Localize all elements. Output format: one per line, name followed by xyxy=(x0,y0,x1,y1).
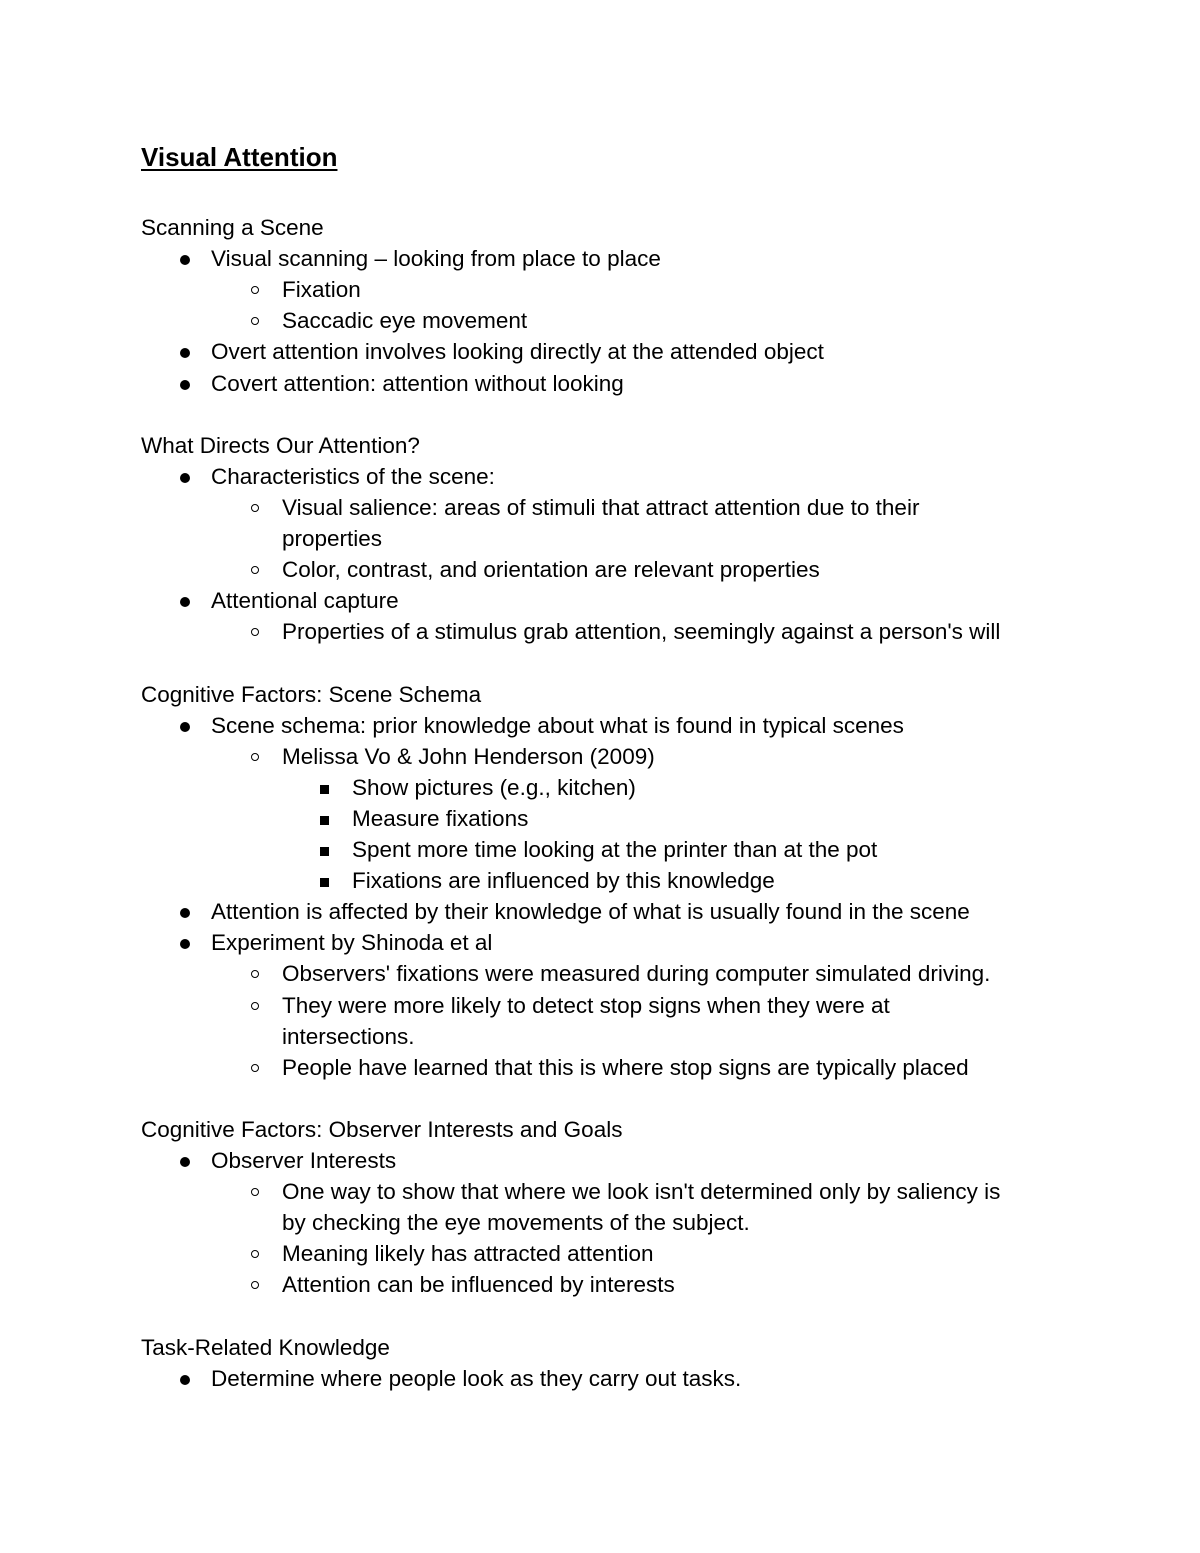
list-item-text: Visual salience: areas of stimuli that attract attention due to their xyxy=(282,494,920,520)
bullet-circle-icon xyxy=(246,1052,270,1083)
bullet-circle-icon xyxy=(246,1238,270,1269)
bullet-circle-icon xyxy=(246,492,270,523)
section-heading: What Directs Our Attention? xyxy=(141,432,420,458)
bullet-disc-icon xyxy=(176,927,200,958)
bullet-circle-icon xyxy=(246,305,270,336)
bullet-circle-icon xyxy=(246,274,270,305)
bullet-disc-icon xyxy=(176,1363,200,1394)
bullet-disc-icon xyxy=(176,461,200,492)
list-item-text: Determine where people look as they carry out tasks. xyxy=(211,1365,742,1391)
list-item-text: Attentional capture xyxy=(211,588,399,614)
list-item-text: Fixations are influenced by this knowledge xyxy=(352,868,775,894)
list-item-text: Observers' fixations were measured during computer simulated driving. xyxy=(282,961,991,987)
bullet-circle-icon xyxy=(246,616,270,647)
bullet-circle-icon xyxy=(246,958,270,989)
section-heading: Cognitive Factors: Scene Schema xyxy=(141,681,482,707)
section-heading: Task-Related Knowledge xyxy=(141,1334,390,1360)
list-item-text: Spent more time looking at the printer than at the pot xyxy=(352,837,878,862)
bullet-square-icon xyxy=(316,803,340,834)
list-item-text: Visual scanning – looking from place to place xyxy=(211,246,661,272)
list-item-text: Experiment by Shinoda et al xyxy=(211,930,493,956)
list-item-text: Melissa Vo & John Henderson (2009) xyxy=(282,743,655,769)
list-item-text: Covert attention: attention without looking xyxy=(211,370,624,396)
list-item-text: Characteristics of the scene: xyxy=(211,463,495,489)
list-item-text: Show pictures (e.g., kitchen) xyxy=(352,774,636,800)
list-item-text: Overt attention involves looking directly at the attended object xyxy=(211,339,824,365)
list-item-text: Meaning likely has attracted attention xyxy=(282,1241,654,1267)
list-item-text: People have learned that this is where stop signs are typically placed xyxy=(282,1054,969,1080)
bullet-square-icon xyxy=(316,834,340,865)
bullet-disc-icon xyxy=(176,710,200,741)
bullet-disc-icon xyxy=(176,1145,200,1176)
bullet-disc-icon xyxy=(176,896,200,927)
document-title: Visual Attention xyxy=(141,142,338,172)
bullet-circle-icon xyxy=(246,990,270,1021)
bullet-disc-icon xyxy=(176,243,200,274)
bullet-circle-icon xyxy=(246,741,270,772)
list-item-text: by checking the eye movements of the subject. xyxy=(282,1210,750,1236)
bullet-disc-icon xyxy=(176,336,200,367)
list-item-text: One way to show that where we look isn't determined only by saliency is xyxy=(282,1179,1001,1205)
list-item-text: Attention can be influenced by interests xyxy=(282,1272,675,1298)
list-item-text: Measure fixations xyxy=(352,805,529,831)
bullet-disc-icon xyxy=(176,368,200,399)
list-item-text: They were more likely to detect stop signs when they were at xyxy=(282,992,890,1018)
list-item-text: Scene schema: prior knowledge about what is found in typical scenes xyxy=(211,712,904,738)
list-item-text: Color, contrast, and orientation are relevant properties xyxy=(282,557,820,583)
bullet-disc-icon xyxy=(176,585,200,616)
list-item-text: properties xyxy=(282,526,383,551)
list-item-text: Properties of a stimulus grab attention, seemingly against a person's will xyxy=(282,619,1001,645)
bullet-square-icon xyxy=(316,772,340,803)
bullet-circle-icon xyxy=(246,554,270,585)
section-heading: Cognitive Factors: Observer Interests and Goals xyxy=(141,1116,623,1142)
bullet-square-icon xyxy=(316,865,340,896)
section-heading: Scanning a Scene xyxy=(141,215,324,240)
list-item-text: intersections. xyxy=(282,1023,415,1049)
list-item-text: Observer Interests xyxy=(211,1148,397,1173)
list-item-text: Saccadic eye movement xyxy=(282,308,528,334)
list-item-text: Fixation xyxy=(282,277,361,303)
bullet-circle-icon xyxy=(246,1176,270,1207)
bullet-circle-icon xyxy=(246,1269,270,1300)
list-item-text: Attention is affected by their knowledge of what is usually found in the scene xyxy=(211,899,970,925)
